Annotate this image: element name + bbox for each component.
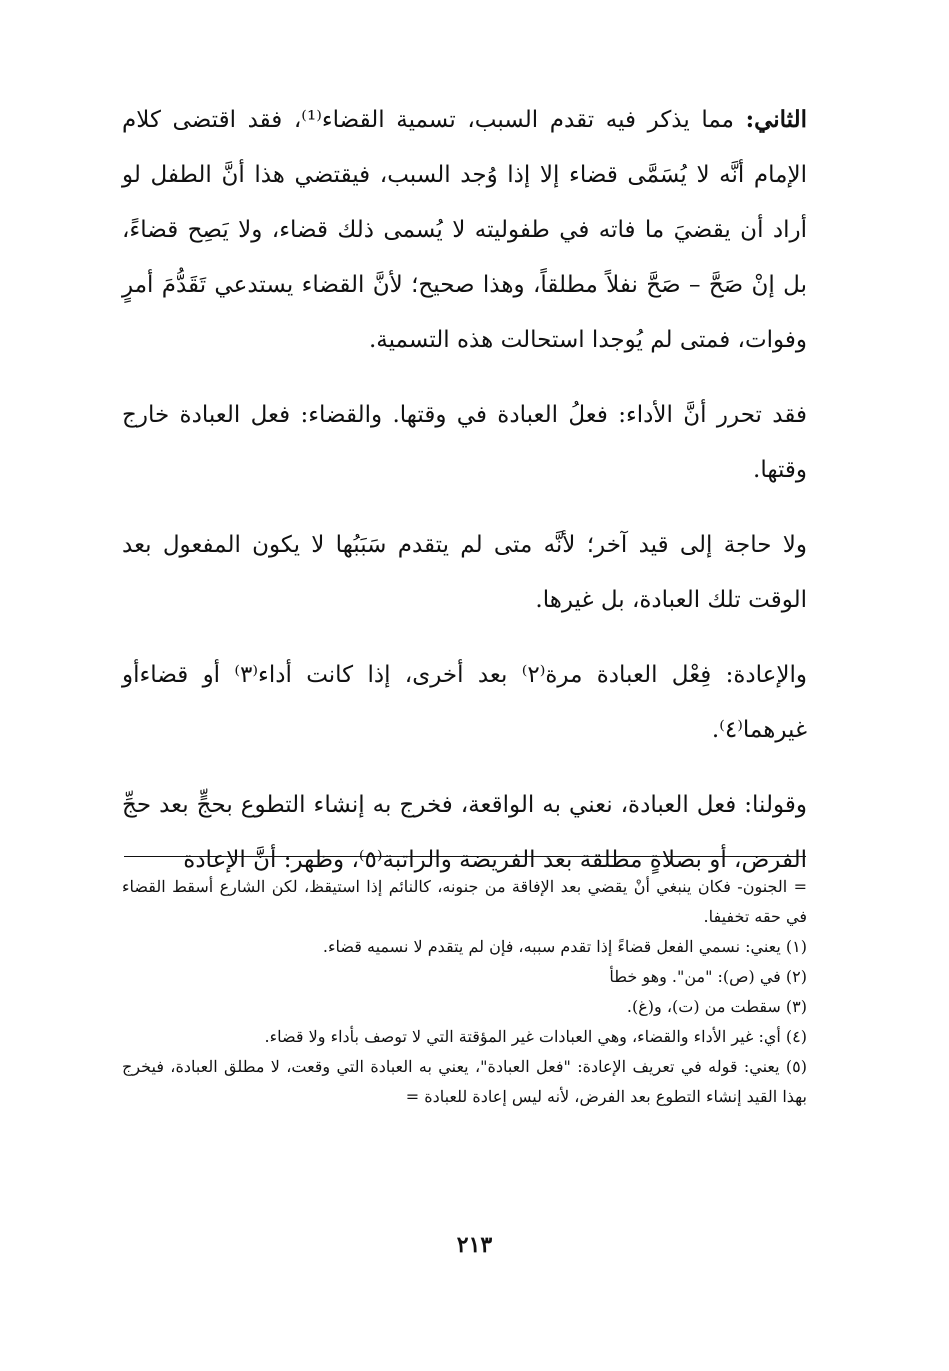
footnote-5: (٥) يعني: قوله في تعريف الإعادة: "فعل العبادة"، يعني به العبادة التي وقعت، لا مطلق العبادة، فيخرج بهذا القيد إنشاء التطوع بعد الفرض، لأنه ليس إعادة للعبادة = — [122, 1057, 807, 1106]
page-number: ٢١٣ — [456, 1232, 493, 1258]
paragraph-4: والإعادة: فِعْل العبادة مرة⁽٢⁾ بعد أخرى، إذا كانت أداء⁽٣⁾ أو قضاءأو غيرهما⁽٤⁾. — [122, 662, 807, 743]
footnote-1: (١) يعني: نسمي الفعل قضاءً إذا تقدم سببه، فإن لم يتقدم لا نسميه قضاء. — [322, 937, 807, 956]
footnote-2: (٢) في (ص): "من". وهو خطأ — [609, 967, 807, 986]
main-text — [122, 92, 807, 908]
paragraph-1 — [122, 92, 807, 368]
paragraph-5: وقولنا: فعل العبادة، نعني به الواقعة، فخرج به إنشاء التطوع بحجٍّ بعد حجِّ الفرض، أو بصلاةٍ مطلقة بعد الفريضة والراتبة⁽٥⁾، وظهر: أنَّ الإعادة — [122, 792, 807, 873]
paragraph-3: ولا حاجة إلى قيد آخر؛ لأنَّه متى لم يتقدم سَبَبُها لا يكون المفعول بعد الوقت تلك العبادة، بل غيرها. — [122, 532, 807, 613]
footnote-continuation: = الجنون- فكان ينبغي أنْ يقضي بعد الإفاقة من جنونه، كالنائم إذا استيقظ، لكن الشارع أسقط القضاء في حقه تخفيفا. — [122, 877, 807, 926]
footnotes — [122, 872, 807, 1112]
paragraph-1-heading: الثاني: — [745, 106, 807, 133]
footnote-divider — [124, 856, 806, 857]
footnote-4: (٤) أي: غير الأداء والقضاء، وهي العبادات غير المؤقتة التي لا توصف بأداء ولا قضاء. — [264, 1027, 807, 1046]
paragraph-1-text: مما يذكر فيه تقدم السبب، تسمية القضاء⁽¹⁾، فقد اقتضى كلام الإمام أنَّه لا يُسَمَّى قضاء إلا إذا وُجد السبب، فيقتضي هذا أنَّ الطفل لو أراد أن يقضيَ ما فاته في طفوليته لا يُسمى ذلك قضاء، ولا يَصِح قضاءً، بل إنْ صَحَّ – صَحَّ نفلاً مطلقاً، وهذا صحيح؛ لأنَّ القضاء يستدعي تَقَدُّمَ أمرٍ وفوات، فمتى لم يُوجدا استحالت هذه التسمية. — [122, 107, 807, 353]
paragraph-2: فقد تحرر أنَّ الأداء: فعلُ العبادة في وقتها. والقضاء: فعل العبادة خارج وقتها. — [122, 402, 807, 483]
footnote-3: (٣) سقطت من (ت)، و(غ). — [626, 997, 807, 1016]
